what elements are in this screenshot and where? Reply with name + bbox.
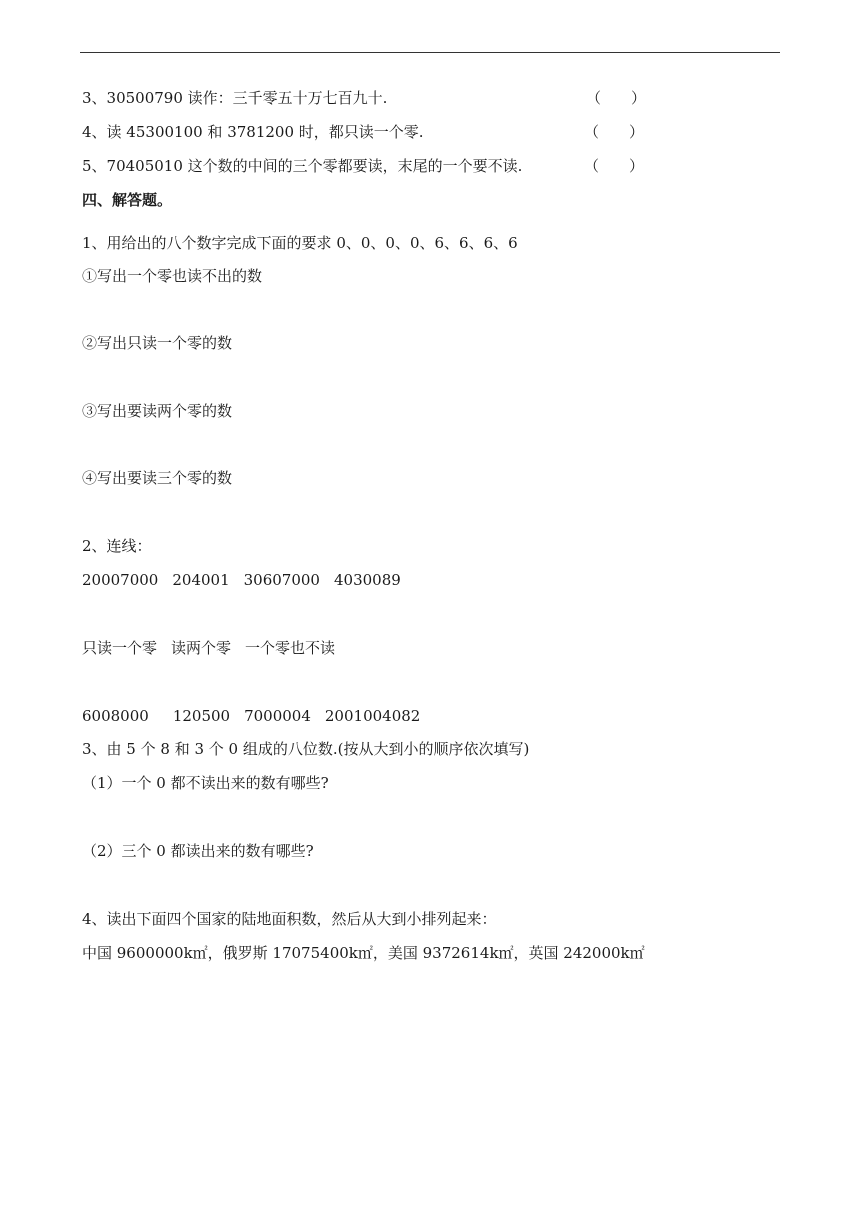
q1-prompt: 1、用给出的八个数字完成下面的要求 0、0、0、0、6、6、6、6	[82, 234, 518, 252]
q2-middle-row	[82, 638, 335, 658]
q2-top-number: 20007000	[82, 571, 159, 589]
judgement-item-5: 5、70405010 这个数的中间的三个零都要读，末尾的一个要不读.	[82, 157, 523, 175]
answer-paren-5[interactable]: （ ）	[584, 157, 645, 175]
q2-bottom-row	[82, 706, 420, 726]
header-rule	[80, 52, 780, 53]
answer-paren-3[interactable]: （ ）	[586, 89, 647, 107]
q2-top-number: 4030089	[333, 571, 401, 589]
q3-sub-2: （2）三个 0 都读出来的数有哪些?	[82, 842, 314, 860]
q2-bottom-number: 120500	[172, 707, 231, 725]
q3-sub-1: （1）一个 0 都不读出来的数有哪些?	[82, 774, 329, 792]
q3-prompt: 3、由 5 个 8 和 3 个 0 组成的八位数.(按从大到小的顺序依次填写)	[82, 740, 530, 758]
q4-data: 中国 9600000k㎡，俄罗斯 17075400k㎡，美国 9372614k㎡，英国 242000k㎡	[82, 944, 645, 962]
section-heading: 四、解答题。	[82, 191, 173, 209]
q2-top-number: 30607000	[243, 571, 320, 589]
q2-middle-label: 只读一个零	[82, 639, 158, 657]
judgement-item-3: 3、30500790 读作：三千零五十万七百九十.	[82, 89, 388, 107]
q2-bottom-number: 7000004	[244, 707, 311, 725]
judgement-item-4: 4、读 45300100 和 3781200 时，都只读一个零.	[82, 123, 424, 141]
q2-prompt: 2、连线：	[82, 537, 152, 555]
q2-middle-label: 读两个零	[171, 639, 232, 657]
q2-top-row	[82, 570, 401, 590]
q2-bottom-number: 6008000	[82, 707, 149, 725]
q2-middle-label: 一个零也不读	[245, 639, 336, 657]
q1-sub-1: ①写出一个零也读不出的数	[82, 267, 263, 285]
answer-paren-4[interactable]: （ ）	[584, 123, 645, 141]
q1-sub-3: ③写出要读两个零的数	[82, 402, 233, 420]
q2-top-number: 204001	[172, 571, 230, 589]
q1-sub-2: ②写出只读一个零的数	[82, 334, 233, 352]
q1-sub-4: ④写出要读三个零的数	[82, 469, 233, 487]
q4-prompt: 4、读出下面四个国家的陆地面积数，然后从大到小排列起来：	[82, 910, 497, 928]
q2-bottom-number: 2001004082	[324, 707, 421, 725]
